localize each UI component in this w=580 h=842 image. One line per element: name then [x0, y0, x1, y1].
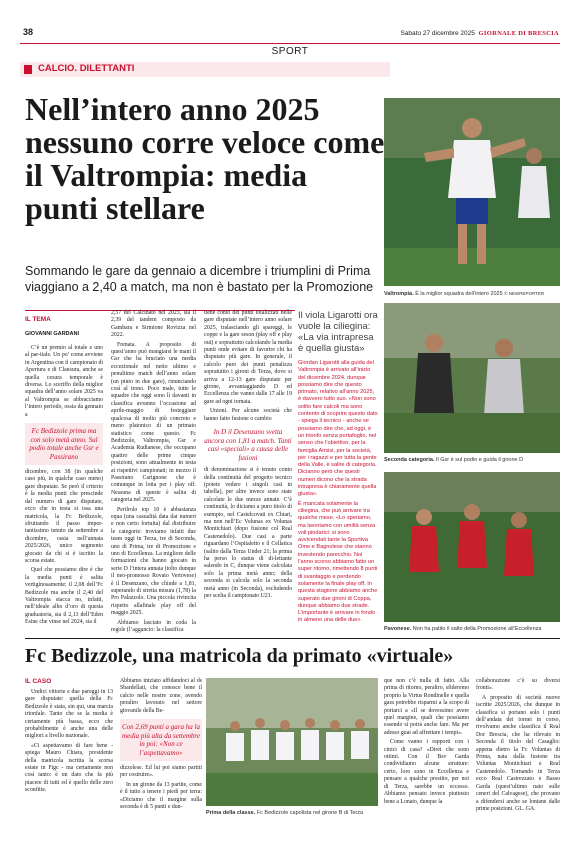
b-column-5: collaborazione c’è su diversi fronti». A proposito di società nuove iscritte 2025/2026, che dunque in classifica si portano solo i punti dell’andata dei tornei in corso, rivolvamo anche classifica il Real Dor Brescia, che ha rilevato in Seconda il titolo del Casaglio: appena dietro la Fc Voluntas di Prima, nata dalla fusione tra Voluntas Montichiari e Real Castenedolo. Tornando in Terza ecco Real Castrezzato e Basso Garda (quest’ultimo nato sulle ceneri del Calvagese), che provano a difendersi anche se lontane dalle prime posizioni. GL. GA. — [476, 678, 560, 812]
photo-pavonese — [384, 472, 560, 622]
photo-bedizzole-image — [206, 678, 378, 806]
column-1 — [25, 316, 103, 629]
caso-label: IL CASO — [25, 678, 52, 685]
b2b-text: dizzolese. Ed lui poi siamo partiti per costruire». In un girone da 13 partite, come è il tutto a tenere i piedi per terra: «Diciamo che il margine sulla seconda è di 5 punti e dun- — [120, 765, 202, 811]
newspaper-name: GIORNALE DI BRESCIA — [478, 30, 559, 37]
photo4-caption: Prima della classe. Fc Bedizzole capolista nel girone B di Terza — [206, 810, 364, 816]
photo-bedizzole — [206, 678, 378, 806]
author: GIOVANNI GARDANI — [25, 331, 79, 337]
b1-text: Undici vittorie e due pareggi in 13 gare disputate: quella della Fc Bedizzole è stata, sin qui, una marcia trionfale. Tanto che se la media è certamente più bassa, ecco che probabilmente è anche una delle migliori a livello nazionale. «Ci aspettavamo di fare bene - spiega Mauro Chiara, presidente della matricola iscritta la scorsa estate in Figc - ma certamente non così tanto: è un dato che fa più piacere di tutti ed è quello delle zero sconfitte. — [25, 689, 113, 794]
subheadline: Sommando le gare da gennaio a dicembre i triumplini di Prima viaggiano a 2,40 a match, ma non è bastato per la Promozione — [25, 264, 374, 294]
photo1-caption: Valtrompia. È la miglior squadra dell’intero 2025 © NEWREPORTER — [384, 291, 545, 297]
column-2: 2,57 del Calcinato nel 2023, sia il 2,39 del tandem composto da Gambara e Sirmione Rovizza nel 2022. Frenata. A proposito di quest’anno può mangiarsi le mani il Gsr che ha bruciato una media eccezionale nel netto ultimo e penultimo match dell’anno solare (un pinto in due gare), rinunciando così al trono. Poco male, tutte le squadre che oggi sono lì davanti in classifica avranno l’occasione ad aprile-maggio di festeggiare qualcosa di molto più concreto e meno platonico di un primato statistico come questo. Fc Bedizzole, Valtrompia, Gsr e Academia Rudianese, che occupano quattro delle prime cinque posizioni, sono attualmente in testa ai rispettivi campionati; in mezzo il Passirano Carignone che è comunque in lotta per i play off. Nessuna di queste è salita di categoria nel 2025. Perilrolo top 10 è abbastanza equa (una casualità data dai numeri e non certo fortuita) dal distribuire le categorie: troviamo infatti due team oggi in Terza, tre di Seconda, uno di Prima, tre di Promozione e uno di Eccellenza. La migliore delle formazioni che hanno giocato in serie D l’intera annata (tolto dunque il neo-promosso Rovato Vertovese) è il Desenzano, che chiude a 1,81, superando di stretta misura (1,78) la Pro Palazzolo. Una piccola rivincita rispetto allafinale play off del maggio 2025. Abbiamo lasciato in coda la regole (l’aggancio: la classifica — [111, 310, 196, 634]
headline: Nell’intero anno 2025 nessuno corre veloce come il Valtrompia: media punti stellare — [25, 91, 385, 226]
tema-label: IL TEMA — [25, 316, 51, 323]
photo-valtrompia — [384, 98, 560, 286]
col3b-text: di denominazione si è tenuto conto della continuità del progetto tecnico (potete vedere i singoli casi in tabella), per altre invece sono state calcolate le due mezze annate. C’è continuità, lo diciamo a puro titolo di esempio, nel Castelcovati ex Chiari, ma non nell’Ec Volunas ex Volunas Montichiari (dopo fusione col Real Castenedolo). Due casi a parte riguardano l’Ospitaletto e il Cellatica (salito dalla Terza Under 21; la prima ha perso lo status di di-lettante salendo in C, dunque viene calcolata solo la prima metà anno; della seconda si calcola solo la seconda metà anno (in Seconda), escludendo per scelta il campionato U21. — [204, 467, 292, 599]
kicker-bar — [20, 62, 390, 77]
b2-text: Abbiamo iniziato affidandoci al ds Sbardellati, che conosce bene il calcio nelle nostre zone, avendo peraltro lavorato nel settore giovanile della Be- — [120, 678, 202, 714]
photo-gsr — [384, 303, 560, 453]
page-header — [23, 27, 559, 41]
kicker-square — [24, 65, 32, 74]
kicker-text: CALCIO. DILETTANTI — [38, 63, 135, 74]
col1b-text: dicembre, con 38 (in qualche caso più, in qualche caso meno) gare disputate. Se però il criterio è la media punti che prescinde dal numero di gare disputate, ecco che in testa si issa una matricola, la Fc Bedizzole, sfruttando il passo impor-tantissimo tenuto da settembre a dicembre, ossia nell’annata 2025/2026, unico segmento giocato da chi si è iscritto la scorsa estate. Quel che possiamo dire è che la media punti è salita vertiginosamente: il 2,08 dell’Fc Bedizzole ma anche il 2,40 del Valtrompia stacca no, infatti, nell’ideale albo d’oro di questa graduatoria, sia il 2,13 dell’Eden Esine che vinse nel 2024, sia il — [25, 469, 103, 626]
sidebar-interview — [298, 310, 378, 627]
sidebar-text: Giordan Ligarotti alla guida del Valtrompia è arrivato all’inizio del dicembre 2024. dunque possiamo dire che questo primato, relativo all’anno 2025, è davvero tutto suo. «Non sono solito fare calcoli ma sono contento di scoprire questo dato - spiega il tecnico - anche se possiamo dire che, ad oggi, è un trionfo senza portafoglio, nel senso che l’obiettivo, per la famiglia Ansisi, per la società, per i ragazzi e per tutta la gente della Valle, è salire di categoria. Dicianno però che questi numeri dicono che la strada intrapresa è chiaramente quella giusta». È mancata solamente la ciliegina, che può arrivare tra qualche mese. «Lo speriamo, ma lavoriamo con umiltà senza voli pindarici: si sono avvicendati tante la Sportiva Ome e Bagnolese che stanno investendo parecchio. Noi l’anno scorso abbiamo fatto un super ritorno, rimettendo 8 punti di svantaggio e perdendo solamente la finale play off. In questa stagione abbiamo anche superato due gironi di Coppa, dunque abbiamo due strade. L’importante è arrivare in fondo in almeno una delle due». — [298, 360, 378, 624]
divider-bottom — [25, 638, 560, 639]
photo-gsr-image — [384, 303, 560, 453]
section-title: SPORT — [20, 43, 560, 57]
column-3 — [204, 310, 292, 602]
photo-pavonese-image — [384, 472, 560, 622]
headline-2: Fc Bedizzole, una matricola da primato «virtuale» — [25, 645, 454, 667]
photo3-caption: Pavonese. Non ha patito il salto della Promozione all’Eccellenza — [384, 626, 542, 632]
b-column-2 — [120, 678, 202, 813]
header-date: Sabato 27 dicembre 2025 GIORNALE DI BRESCIA — [400, 30, 559, 37]
pull-quote-2: In D il Desenzano svetta ancora con 1,81 a match. Tanti casi «speciali» a causa delle fusioni — [204, 428, 292, 462]
b-column-4: que non c’è nulla di fatto. Alla prima di ritorno, peraltro, sfideremo proprio la Virtus Rondinelle e quella gara potrebbe risparmi a la scopo di portarci a «Il se dovessimo avere quel margine, quali che possiamo essendo si potrà anche fare. Ma per adesso guai ad affrettare i tempi». Come vanno i rapporti con i cinici di casa? «Direi che sono ottimi. Con il Bsv Garda condividiamo alcune strutture: certo, loro sono in Eccellenza e pensare a qualche prestito, per noi di Terza, sarebbe un eccesso. Abbiamo pensato invece piuttosto bene a Lonato, dunque la — [384, 678, 469, 805]
page-number: 38 — [23, 27, 34, 37]
pull-quote-1: Fc Bedizzole prima ma con solo metà anno. Sul podio totale anche Gsr e Passirano — [25, 423, 103, 465]
b-column-1 — [25, 678, 113, 797]
col3-text: tiene conto dei punti totalizzati nelle gare disputate nell’intero anno solare 2025, tralasciando gli spareggi, le coppe e la gare seson (play off e play out) e soprattutto calcolando la media punti onde evitare di favorire chi ha disputato più gare. In generale, il calcolo puro dei punti penalizza sopratuttto i gironi di Terza, dove si arriva a 12-13 gare disputate per girone, avvantaggiando D ed Eccellenza che vanno dalle 17 alle 19 gare ad ogni tornata. Unioni. Per alcune società che hanno fatto fusione o cambio — [204, 310, 292, 422]
photo-valtrompia-image — [384, 98, 560, 286]
pull-quote-3: Con 2,69 punti a gara ha la media più alta da settembre in poi: «Non ce l’aspettavamo» — [120, 719, 202, 761]
col1-text: C’è un premio al totale e uno al par-tiale. Un po’ come avviene in Argentina con il campionato di Apertura e di Clausura, anche se quella cesura temporale è diversa. Lo sceriffo della miglior squadra dell’anno solare 2025 va al Valtrompia se abbracciamo l’intero periodo, ossia da gennaio a — [25, 345, 103, 418]
photo2-caption: Seconda categoria. Il Gsr è sul podio e guida il girone D — [384, 457, 524, 463]
sidebar-title: Il viola Ligarotti ora vuole la ciliegina: «La via intrapresa è quella giusta» — [298, 310, 378, 354]
